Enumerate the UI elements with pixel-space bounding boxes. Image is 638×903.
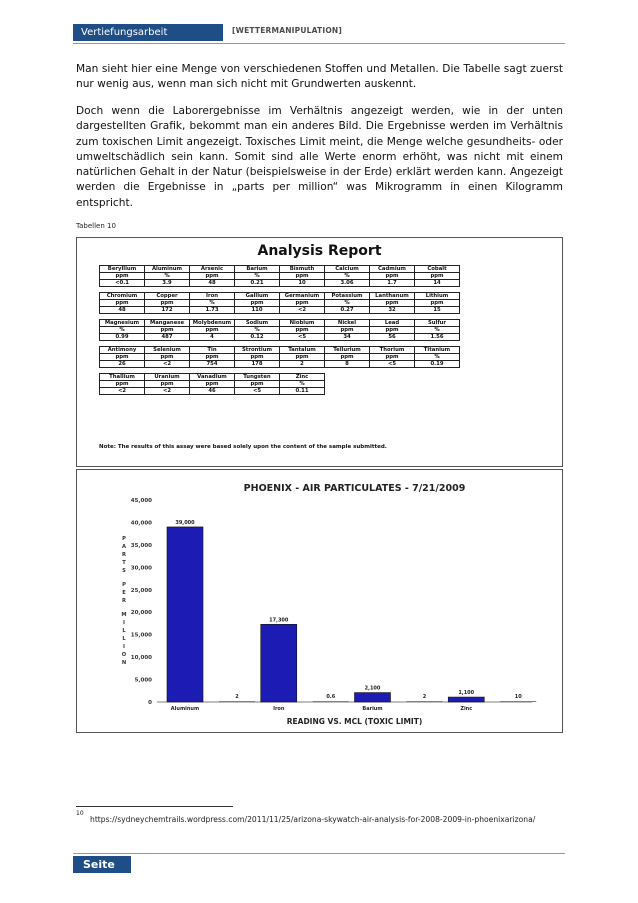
report-cell-names: Iron bbox=[190, 293, 235, 300]
report-cell-values: 15 bbox=[415, 307, 460, 314]
report-cell-values: 110 bbox=[235, 307, 280, 314]
report-cell-units: ppm bbox=[325, 327, 370, 334]
report-cell-units: % bbox=[325, 300, 370, 307]
report-cell-units: ppm bbox=[145, 381, 190, 388]
report-cell-names: Arsenic bbox=[190, 266, 235, 273]
report-cell-names: Gallium bbox=[235, 293, 280, 300]
header-section: [WETTERMANIPULATION] bbox=[232, 26, 343, 35]
air-particulates-chart bbox=[76, 469, 563, 733]
report-cell-values: 2 bbox=[280, 361, 325, 368]
report-cell-values: 0.99 bbox=[100, 334, 145, 341]
bar-mcl-barium bbox=[407, 701, 443, 702]
data-label-reading: 2,100 bbox=[364, 685, 381, 692]
report-cell-units: ppm bbox=[235, 381, 280, 388]
y-tick-label: 25,000 bbox=[130, 587, 152, 594]
y-axis-label-letter: S bbox=[122, 568, 126, 574]
y-axis-label-letter: M bbox=[121, 612, 127, 618]
report-cell-units: % bbox=[145, 273, 190, 280]
data-label-mcl: 2 bbox=[235, 694, 239, 700]
report-cell-names: Selenium bbox=[145, 347, 190, 354]
report-cell-units: ppm bbox=[145, 300, 190, 307]
report-cell-units: ppm bbox=[280, 273, 325, 280]
report-cell-units: ppm bbox=[370, 273, 415, 280]
report-cell-units: ppm bbox=[235, 300, 280, 307]
y-axis-label-letter: P bbox=[122, 536, 126, 542]
report-cell-values: 754 bbox=[190, 361, 235, 368]
report-cell-units: % bbox=[190, 300, 235, 307]
bar-mcl-iron bbox=[313, 701, 349, 702]
y-tick-label: 15,000 bbox=[130, 632, 152, 639]
figure-caption: Tabellen 10 bbox=[76, 222, 116, 230]
report-cell-values: 172 bbox=[145, 307, 190, 314]
report-cell-names: Bismuth bbox=[280, 266, 325, 273]
report-block bbox=[99, 265, 460, 287]
report-note: Note: The results of this assay were based solely upon the content of the sample submitted. bbox=[99, 444, 387, 450]
report-cell-names: Potassium bbox=[325, 293, 370, 300]
report-cell-names: Aluminum bbox=[145, 266, 190, 273]
y-axis-label-letter: O bbox=[121, 652, 127, 658]
report-cell-units: ppm bbox=[415, 273, 460, 280]
chart-title: PHOENIX - AIR PARTICULATES - 7/21/2009 bbox=[243, 483, 466, 494]
category-label: Iron bbox=[273, 706, 285, 712]
y-tick-label: 10,000 bbox=[130, 655, 152, 662]
report-cell-names: Antimony bbox=[100, 347, 145, 354]
footnote-rule bbox=[76, 806, 233, 807]
y-axis-label-letter: P bbox=[122, 582, 126, 588]
report-cell-units: % bbox=[100, 327, 145, 334]
report-cell-units: % bbox=[415, 327, 460, 334]
report-cell-units: ppm bbox=[370, 354, 415, 361]
report-cell-values: 178 bbox=[235, 361, 280, 368]
report-cell-values: <0.1 bbox=[100, 280, 145, 287]
report-cell-names: Manganese bbox=[145, 320, 190, 327]
report-cell-values: <5 bbox=[370, 361, 415, 368]
chart-svg bbox=[77, 470, 562, 732]
category-label: Zinc bbox=[460, 706, 473, 712]
header-title: Vertiefungsarbeit bbox=[73, 24, 223, 41]
data-label-mcl: 10 bbox=[514, 694, 522, 700]
bar-reading-barium bbox=[355, 693, 391, 702]
report-cell-units: ppm bbox=[235, 354, 280, 361]
report-cell-names: Uranium bbox=[145, 374, 190, 381]
y-axis-label-letter: E bbox=[122, 590, 126, 596]
category-label: Barium bbox=[362, 706, 383, 712]
report-cell-names: Cadmium bbox=[370, 266, 415, 273]
report-block bbox=[99, 346, 460, 368]
y-tick-label: 0 bbox=[148, 700, 152, 706]
report-cell-values: 0.27 bbox=[325, 307, 370, 314]
report-cell-units: % bbox=[325, 273, 370, 280]
bar-reading-aluminum bbox=[167, 527, 203, 702]
report-cell-values: <5 bbox=[235, 388, 280, 395]
report-cell-units: ppm bbox=[190, 354, 235, 361]
report-block bbox=[99, 319, 460, 341]
report-cell-units: ppm bbox=[415, 300, 460, 307]
report-cell-values: 1.56 bbox=[415, 334, 460, 341]
report-cell-names: Copper bbox=[145, 293, 190, 300]
report-cell-values: <5 bbox=[280, 334, 325, 341]
report-cell-values: 26 bbox=[100, 361, 145, 368]
report-cell-names: Lithium bbox=[415, 293, 460, 300]
report-cell-units: ppm bbox=[100, 273, 145, 280]
report-cell-units: ppm bbox=[370, 327, 415, 334]
report-cell-values: 34 bbox=[325, 334, 370, 341]
report-cell-values: 48 bbox=[190, 280, 235, 287]
report-cell-values: <2 bbox=[145, 388, 190, 395]
report-cell-values: 3.9 bbox=[145, 280, 190, 287]
y-axis-label-letter: L bbox=[122, 636, 126, 642]
report-cell-values: 8 bbox=[325, 361, 370, 368]
report-cell-units: ppm bbox=[280, 300, 325, 307]
report-cell-names: Beryllium bbox=[100, 266, 145, 273]
report-cell-values: 4 bbox=[190, 334, 235, 341]
report-cell-names: Calcium bbox=[325, 266, 370, 273]
report-cell-names: Cobalt bbox=[415, 266, 460, 273]
y-tick-label: 45,000 bbox=[130, 498, 152, 504]
report-cell-values: 0.19 bbox=[415, 361, 460, 368]
y-axis-label-letter: A bbox=[121, 544, 127, 550]
report-cell-names: Germanium bbox=[280, 293, 325, 300]
data-label-mcl: 0.6 bbox=[326, 694, 336, 700]
report-cell-units: ppm bbox=[100, 354, 145, 361]
y-axis-label-letter: I bbox=[123, 620, 125, 626]
report-cell-units: ppm bbox=[325, 354, 370, 361]
report-cell-names: Strontium bbox=[235, 347, 280, 354]
report-cell-units: % bbox=[280, 381, 325, 388]
report-cell-units: ppm bbox=[190, 381, 235, 388]
report-cell-values: 1.7 bbox=[370, 280, 415, 287]
y-axis-label-letter: R bbox=[122, 598, 126, 604]
report-title: Analysis Report bbox=[257, 243, 382, 259]
bar-reading-zinc bbox=[448, 697, 484, 702]
y-axis-label-letter: R bbox=[122, 552, 126, 558]
report-cell-values: <2 bbox=[145, 361, 190, 368]
report-cell-names: Tantalum bbox=[280, 347, 325, 354]
report-cell-names: Sodium bbox=[235, 320, 280, 327]
report-cell-names: Titanium bbox=[415, 347, 460, 354]
y-axis-label-letter: T bbox=[122, 560, 126, 566]
report-cell-values: 0.12 bbox=[235, 334, 280, 341]
data-label-reading: 17,300 bbox=[269, 617, 289, 624]
report-cell-values: 10 bbox=[280, 280, 325, 287]
paragraph-1: Man sieht hier eine Menge von verschiedenen Stoffen und Metallen. Die Tabelle sagt zuerst nur wenig aus, wenn man sich nicht mit Grundwerten auskennt. bbox=[76, 63, 563, 91]
data-label-reading: 39,000 bbox=[175, 519, 195, 526]
report-cell-names: Lead bbox=[370, 320, 415, 327]
bar-mcl-aluminum bbox=[219, 701, 255, 702]
y-axis-label-letter: I bbox=[123, 644, 125, 650]
y-axis-label-letter: L bbox=[122, 628, 126, 634]
report-cell-names: Chromium bbox=[100, 293, 145, 300]
bar-reading-iron bbox=[261, 624, 297, 702]
paragraph-2: Doch wenn die Laborergebnisse im Verhältnis angezeigt werden, wie in der unten dargestellten Grafik, bekommt man ein anderes Bild. Die Ergebnisse werden im Verhältnis zum toxischen Limit angezeigt. Toxisches Limit meint, die Menge welche gesundheits- oder umweltschädlich sein kann. Somit sind alle Werte enorm erhöht, was nicht mit einem natürlichen Gehalt in der Natur (beispielsweise in der Erde) erklärt werden kann. Angezeigt werden die Ergebnisse in „parts per million“ was Mikrogramm in einen Kilogramm entspricht. bbox=[76, 105, 563, 209]
report-cell-names: Tellurium bbox=[325, 347, 370, 354]
report-tables bbox=[99, 265, 460, 400]
report-cell-values: 1.73 bbox=[190, 307, 235, 314]
report-cell-values: 48 bbox=[100, 307, 145, 314]
category-label: Aluminum bbox=[170, 706, 200, 712]
report-cell-values: 14 bbox=[415, 280, 460, 287]
report-cell-units: ppm bbox=[100, 300, 145, 307]
report-cell-units: % bbox=[235, 273, 280, 280]
report-cell-values: 0.11 bbox=[280, 388, 325, 395]
y-tick-label: 30,000 bbox=[130, 565, 152, 572]
report-block bbox=[99, 292, 460, 314]
report-cell-units: ppm bbox=[190, 327, 235, 334]
report-cell-values: 46 bbox=[190, 388, 235, 395]
report-cell-values: 0.21 bbox=[235, 280, 280, 287]
report-cell-units: ppm bbox=[190, 273, 235, 280]
report-cell-values: <2 bbox=[280, 307, 325, 314]
report-cell-names: Barium bbox=[235, 266, 280, 273]
data-label-reading: 1,100 bbox=[458, 690, 475, 697]
report-cell-names: Thallium bbox=[100, 374, 145, 381]
y-tick-label: 35,000 bbox=[130, 542, 152, 549]
footnote-mark: 10 bbox=[76, 810, 84, 817]
report-cell-units: ppm bbox=[370, 300, 415, 307]
report-cell-names: Thorium bbox=[370, 347, 415, 354]
report-cell-names: Molybdenum bbox=[190, 320, 235, 327]
report-cell-units: ppm bbox=[280, 327, 325, 334]
footer-rule bbox=[73, 853, 565, 854]
page-number: Seite 16 bbox=[73, 856, 131, 873]
report-cell-names: Lanthanum bbox=[370, 293, 415, 300]
report-cell-names: Niobium bbox=[280, 320, 325, 327]
report-cell-units: ppm bbox=[145, 354, 190, 361]
bar-mcl-zinc bbox=[500, 701, 536, 702]
report-cell-names: Tungsten bbox=[235, 374, 280, 381]
analysis-report-image bbox=[76, 237, 563, 467]
report-cell-values: 487 bbox=[145, 334, 190, 341]
y-axis-label-letter: N bbox=[121, 660, 127, 666]
report-cell-names: Nickel bbox=[325, 320, 370, 327]
x-axis-label: READING VS. MCL (TOXIC LIMIT) bbox=[286, 717, 423, 726]
footnote-text: https://sydneychemtrails.wordpress.com/2011/11/25/arizona-skywatch-air-analysis-for-2008-2009-in-phoenixarizona/ bbox=[90, 815, 536, 824]
report-cell-names: Zinc bbox=[280, 374, 325, 381]
report-block bbox=[99, 373, 325, 395]
report-cell-units: ppm bbox=[280, 354, 325, 361]
y-tick-label: 20,000 bbox=[130, 610, 152, 617]
report-cell-values: 32 bbox=[370, 307, 415, 314]
data-label-mcl: 2 bbox=[422, 694, 427, 700]
report-cell-units: % bbox=[415, 354, 460, 361]
report-cell-names: Tin bbox=[190, 347, 235, 354]
report-cell-names: Vanadium bbox=[190, 374, 235, 381]
report-cell-units: % bbox=[235, 327, 280, 334]
report-cell-names: Sulfur bbox=[415, 320, 460, 327]
report-cell-units: ppm bbox=[100, 381, 145, 388]
header-rule bbox=[73, 43, 565, 44]
report-cell-units: ppm bbox=[145, 327, 190, 334]
y-tick-label: 5,000 bbox=[134, 677, 152, 684]
report-cell-values: 56 bbox=[370, 334, 415, 341]
y-tick-label: 40,000 bbox=[130, 520, 152, 527]
report-cell-values: <2 bbox=[100, 388, 145, 395]
report-cell-values: 3.06 bbox=[325, 280, 370, 287]
report-cell-names: Magnesium bbox=[100, 320, 145, 327]
